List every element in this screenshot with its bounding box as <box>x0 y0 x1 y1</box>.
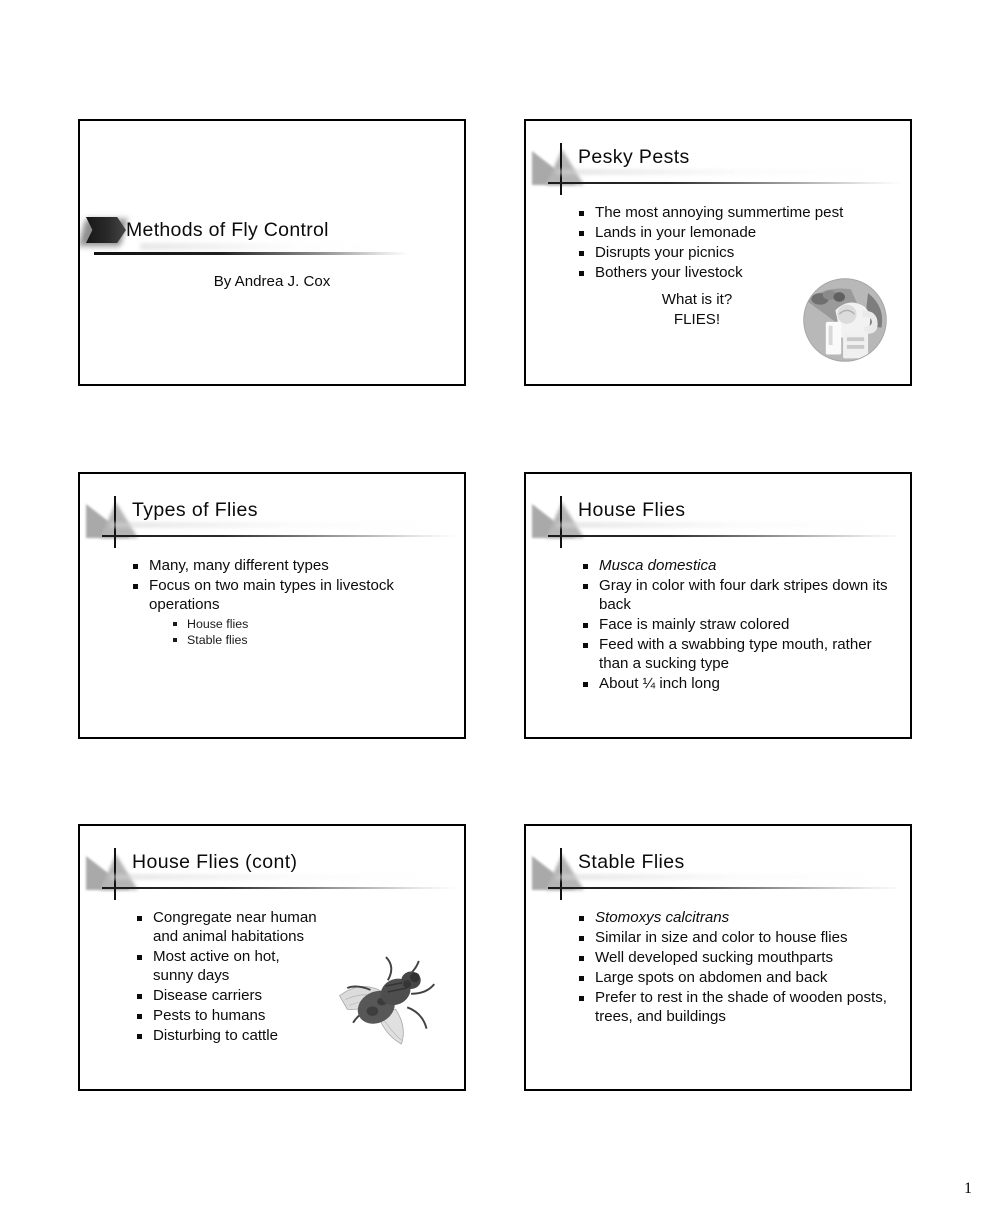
slide-2-title: Pesky Pests <box>578 146 690 168</box>
list-item: Lands in your lemonade <box>578 223 900 242</box>
list-item: Well developed sucking mouthparts <box>578 948 900 967</box>
slide-2-centered-line-1: What is it? <box>661 291 733 308</box>
slide-6-title-rule <box>548 887 902 889</box>
slide-3-title: Types of Flies <box>132 499 258 521</box>
list-item: The most annoying summertime pest <box>578 203 900 222</box>
list-item: Face is mainly straw colored <box>582 615 894 634</box>
slide-4-title-rule-glow <box>556 522 892 528</box>
list-item: Prefer to rest in the shade of wooden posts, trees, and buildings <box>578 988 900 1026</box>
slide-thumbnail-4[interactable] <box>524 472 912 739</box>
list-item: Disease carriers <box>136 986 324 1005</box>
list-item: Similar in size and color to house flies <box>578 928 900 947</box>
sub-list-item: Stable flies <box>173 632 454 648</box>
slide-4-bullet-list <box>582 556 894 694</box>
slide-5-title: House Flies (cont) <box>132 851 298 873</box>
slide-2-header <box>526 121 910 207</box>
list-item: Pests to humans <box>136 1006 324 1025</box>
slide-1-title-rule-glow <box>140 243 400 250</box>
slide-5-bullet-list <box>136 908 324 1046</box>
slide-5-title-rule-glow <box>110 874 446 880</box>
list-item: Many, many different types <box>132 556 454 575</box>
slide-2-title-rule-glow <box>556 169 892 175</box>
sub-list-item: House flies <box>173 616 454 632</box>
page-number: 1 <box>964 1180 972 1197</box>
slide-4-header <box>526 474 910 560</box>
slide-thumbnail-1[interactable] <box>78 119 466 386</box>
list-item: Congregate near human and animal habitations <box>136 908 324 946</box>
list-item: Large spots on abdomen and back <box>578 968 900 987</box>
picnic-clipart-icon <box>796 272 894 368</box>
list-item: Gray in color with four dark stripes down its back <box>582 576 894 614</box>
list-item: Stomoxys calcitrans <box>578 908 900 927</box>
slide-thumbnail-3[interactable] <box>78 472 466 739</box>
slide-5-title-rule <box>102 887 456 889</box>
slide-1-title: Methods of Fly Control <box>126 219 329 241</box>
slide-3-bullet-list <box>132 556 454 649</box>
slide-1-subtitle: By Andrea J. Cox <box>213 273 331 290</box>
slide-6-header <box>526 826 910 912</box>
slide-2-centered-line-2: FLIES! <box>673 311 721 328</box>
slide-3-title-rule <box>102 535 456 537</box>
slide-5-header <box>80 826 464 912</box>
slide-4-title: House Flies <box>578 499 686 521</box>
list-item: Disturbing to cattle <box>136 1026 324 1045</box>
slide-6-bullet-list <box>578 908 900 1027</box>
list-item-label: Focus on two main types in livestock operations <box>149 577 394 614</box>
slide-3-title-rule-glow <box>110 522 446 528</box>
list-item: Musca domestica <box>582 556 894 575</box>
list-item: Bothers your livestock <box>578 263 900 282</box>
list-item: Disrupts your picnics <box>578 243 900 262</box>
slide-thumbnail-5[interactable] <box>78 824 466 1091</box>
slide-3-header <box>80 474 464 560</box>
list-item <box>132 576 454 648</box>
list-item: Feed with a swabbing type mouth, rather than a sucking type <box>582 635 894 673</box>
list-item: Most active on hot, sunny days <box>136 947 324 985</box>
slide-6-title: Stable Flies <box>578 851 685 873</box>
slide-1-title-rule <box>94 252 408 255</box>
slide-4-title-rule <box>548 535 902 537</box>
slide-2-title-rule <box>548 182 902 184</box>
slide-thumbnail-2[interactable] <box>524 119 912 386</box>
slide-6-title-rule-glow <box>556 874 892 880</box>
slide-3-sub-bullet-list <box>149 616 454 648</box>
slide-thumbnail-6[interactable] <box>524 824 912 1091</box>
list-item: About ¼ inch long <box>582 674 894 693</box>
housefly-photo-icon <box>326 951 442 1053</box>
slide-grid <box>78 119 912 1092</box>
